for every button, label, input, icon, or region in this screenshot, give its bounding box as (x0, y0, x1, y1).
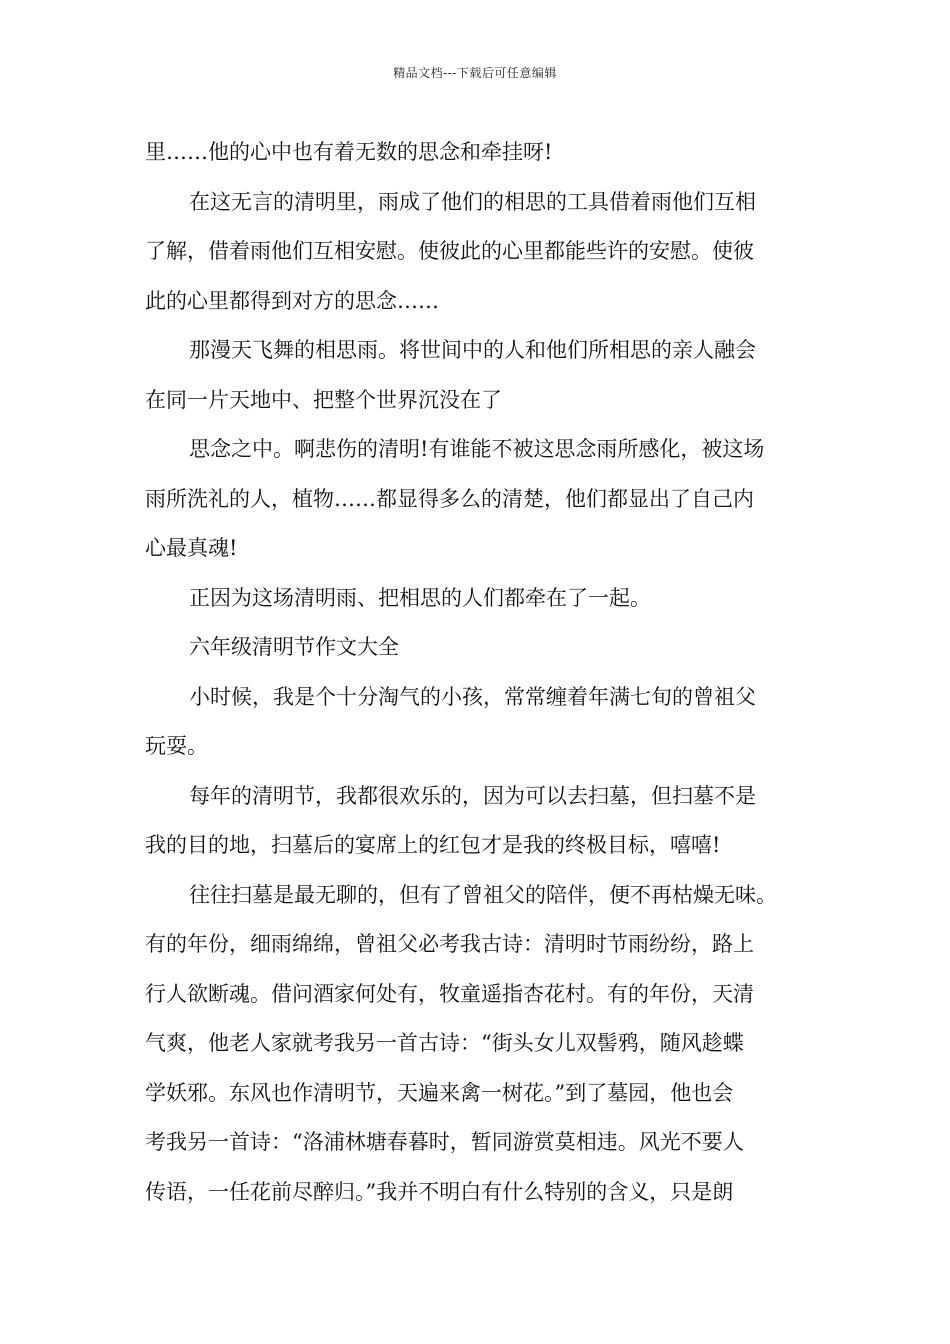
document-body (145, 128, 825, 1217)
text-line: 考我另一首诗：“洛浦林塘春暮时，暂同游赏莫相违。风光不要人 (145, 1130, 744, 1154)
page-header: 精品文档---下载后可任意编辑 (393, 66, 557, 80)
text-line: 行人欲断魂。借问酒家何处有，牧童遥指杏花村。有的年份，天清 (145, 981, 754, 1006)
paragraph-start: 小时候，我是个十分淘气的小孩，常常缠着年满七旬的曾祖父 (189, 684, 756, 709)
paragraph-start: 每年的清明节，我都很欢乐的，因为可以去扫墓，但扫墓不是 (189, 783, 756, 808)
text-line: 传语，一任花前尽醉归。”我并不明白有什么特别的含义，只是朗 (145, 1179, 734, 1204)
text-line: 有的年份，细雨绵绵，曾祖父必考我古诗：清明时节雨纷纷，路上 (145, 932, 754, 956)
text-line: 了解，借着雨他们互相安慰。使彼此的心里都能些许的安慰。使彼 (145, 239, 754, 263)
paragraph-start: 在这无言的清明里，雨成了他们的相思的工具借着雨他们互相 (189, 189, 756, 214)
text-line: 玩耍。 (145, 734, 208, 758)
text-line: 里……他的心中也有着无数的思念和牵挂呀! (145, 140, 553, 164)
paragraph-start: 正因为这场清明雨、把相思的人们都牵在了一起。 (189, 585, 651, 610)
paragraph-start: 往往扫墓是最无聊的，但有了曾祖父的陪伴，便不再枯燥无味。 (189, 882, 777, 907)
text-line: 此的心里都得到对方的思念…… (145, 288, 439, 313)
text-line: 心最真魂! (145, 536, 238, 560)
text-line: 学妖邪。东风也作清明节，天遍来禽一树花。”到了墓园，他也会 (145, 1080, 734, 1105)
text-line: 气爽，他老人家就考我另一首古诗：“街头女儿双髻鸦，随风趁蝶 (145, 1031, 744, 1055)
paragraph-start: 思念之中。啊悲伤的清明!有谁能不被这思念雨所感化，被这场 (189, 437, 765, 461)
text-line: 雨所洗礼的人，植物……都显得多么的清楚，他们都显出了自己内 (145, 486, 754, 511)
text-line: 在同一片天地中、把整个世界沉没在了 (145, 387, 502, 412)
section-title: 六年级清明节作文大全 (189, 635, 399, 659)
paragraph-start: 那漫天飞舞的相思雨。将世间中的人和他们所相思的亲人融会 (189, 338, 756, 362)
text-line: 我的目的地，扫墓后的宴席上的红包才是我的终极目标，嘻嘻! (145, 833, 721, 857)
